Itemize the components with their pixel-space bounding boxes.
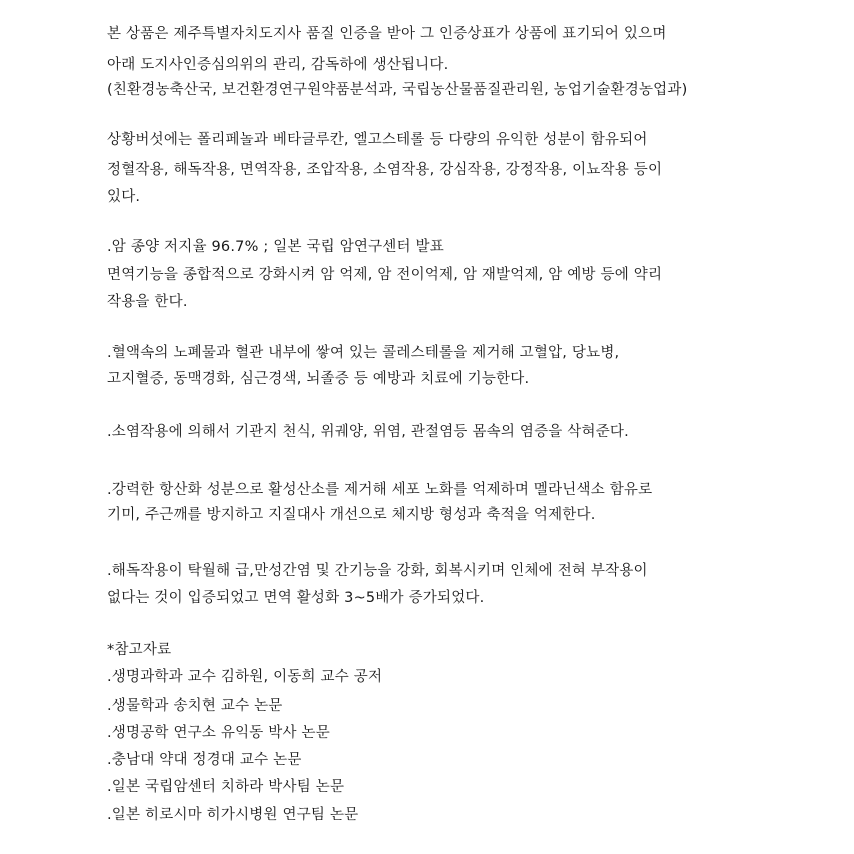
reference-item: .일본 히로시마 히가시병원 연구팀 논문 [107, 807, 359, 823]
paragraph-1-line-1: 상황버섯에는 폴리페놀과 베타글루칸, 엘고스테롤 등 다량의 유익한 성분이 함유되어 [107, 132, 648, 148]
reference-item: .생명과학과 교수 김하원, 이동희 교수 공저 [107, 669, 383, 685]
paragraph-5-line-1: .강력한 항산화 성분으로 활성산소를 제거해 세포 노화를 억제하며 멜라닌색소 함유로 [107, 482, 653, 498]
paragraph-3-line-2: 고지혈증, 동맥경화, 심근경색, 뇌졸증 등 예방과 치료에 기능한다. [107, 371, 530, 387]
paragraph-2-line-2: 면역기능을 종합적으로 강화시켜 암 억제, 암 전이억제, 암 재발억제, 암 예방 등에 약리 [107, 267, 663, 283]
paragraph-3-line-1: .혈액속의 노폐물과 혈관 내부에 쌓여 있는 콜레스테롤을 제거해 고혈압, 당뇨병, [107, 345, 620, 361]
references-heading: *참고자료 [107, 642, 172, 658]
paragraph-5-line-2: 기미, 주근깨를 방지하고 지질대사 개선으로 체지방 형성과 축적을 억제한다. [107, 507, 596, 523]
paragraph-2-line-1: .암 종양 저지율 96.7% ; 일본 국립 암연구센터 발표 [107, 239, 444, 255]
paragraph-4-line-1: .소염작용에 의해서 기관지 천식, 위궤양, 위염, 관절염등 몸속의 염증을 삭혀준다. [107, 424, 629, 440]
reference-item: .생명공학 연구소 유익동 박사 논문 [107, 725, 330, 741]
reference-item: .충남대 약대 정경대 교수 논문 [107, 752, 302, 768]
reference-item: .일본 국립암센터 치하라 박사팀 논문 [107, 779, 345, 795]
intro-line-3: (친환경농축산국, 보건환경연구원약품분석과, 국립농산물품질관리원, 농업기술환경농업과) [107, 82, 688, 98]
intro-line-2: 아래 도지사인증심의위의 관리, 감독하에 생산됩니다. [107, 57, 449, 73]
intro-line-1: 본 상품은 제주특별자치도지사 품질 인증을 받아 그 인증상표가 상품에 표기되어 있으며 [107, 26, 667, 42]
reference-item: .생물학과 송치현 교수 논문 [107, 698, 283, 714]
paragraph-6-line-2: 없다는 것이 입증되었고 면역 활성화 3~5배가 증가되었다. [107, 590, 485, 606]
paragraph-1-line-3: 있다. [107, 189, 141, 205]
paragraph-2-line-3: 작용을 한다. [107, 294, 188, 310]
paragraph-1-line-2: 정혈작용, 해독작용, 면역작용, 조압작용, 소염작용, 강심작용, 강정작용, 이뇨작용 등이 [107, 162, 663, 178]
paragraph-6-line-1: .해독작용이 탁월해 급,만성간염 및 간기능을 강화, 회복시키며 인체에 전혀 부작용이 [107, 563, 648, 579]
